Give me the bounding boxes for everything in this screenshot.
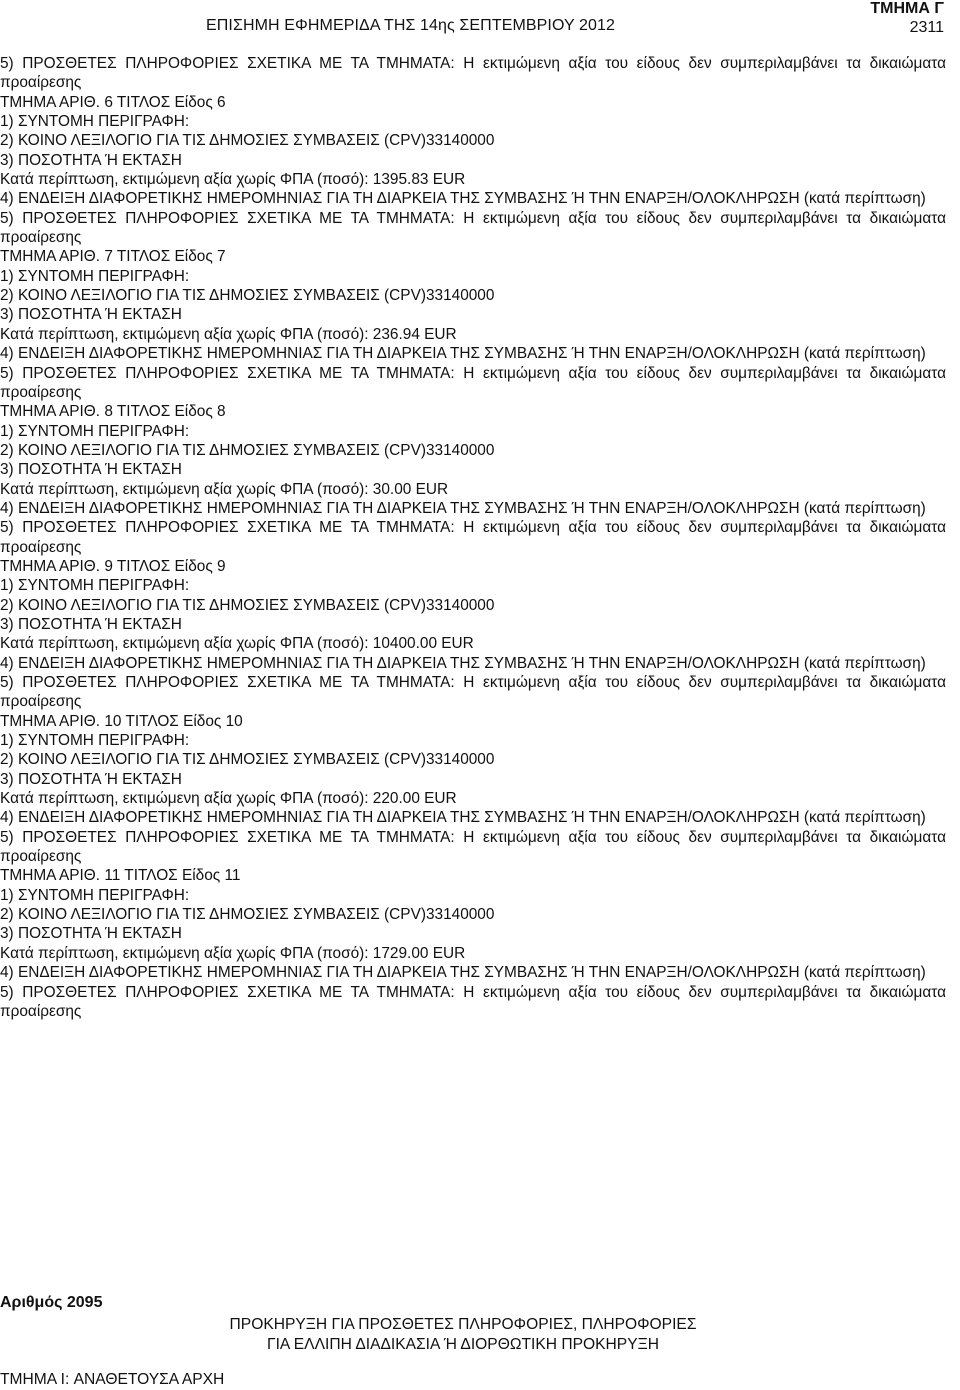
duration-paragraph: 4) ΕΝΔΕΙΞΗ ΔΙΑΦΟΡΕΤΙΚΗΣ ΗΜΕΡΟΜΗΝΙΑΣ ΓΙΑ ΤΗ ΔΙΑΡΚΕΙΑ ΤΗΣ ΣΥΜΒΑΣΗΣ Ή ΤΗΝ ΕΝΑΡΞΗ/ΟΛΟΚΛΗΡΩΣΗ (κατά περίπτωση) [0, 654, 926, 672]
notice-title-line-2: ΓΙΑ ΕΛΛΙΠΗ ΔΙΑΔΙΚΑΣΙΑ Ή ΔΙΟΡΘΩΤΙΚΗ ΠΡΟΚΗΡΥΞΗ [266, 1336, 659, 1353]
additional-info-paragraph: 5) ΠΡΟΣΘΕΤΕΣ ΠΛΗΡΟΦΟΡΙΕΣ ΣΧΕΤΙΚΑ ΜΕ ΤΑ ΤΜΗΜΑΤΑ: Η εκτιμώμενη αξία του είδους δεν συμπεριλαμβάνει τα δικαιώματα προαίρεσης [0, 828, 946, 866]
short-description-label: 1) ΣΥΝΤΟΜΗ ΠΕΡΙΓΡΑΦΗ: [0, 886, 190, 904]
estimated-value-line: Κατά περίπτωση, εκτιμώμενη αξία χωρίς ΦΠΑ (ποσό): 1395.83 EUR [0, 171, 466, 189]
section-label: ΤΜΗΜΑ Γ [870, 0, 944, 17]
gazette-title: ΕΠΙΣΗΜΗ ΕΦΗΜΕΡΙΔΑ ΤΗΣ 14ης ΣΕΠΤΕΜΒΡΙΟΥ 2012 [206, 17, 616, 34]
lot-heading: ΤΜΗΜΑ ΑΡΙΘ. 8 ΤΙΤΛΟΣ Είδος 8 [0, 403, 226, 421]
duration-paragraph: 4) ΕΝΔΕΙΞΗ ΔΙΑΦΟΡΕΤΙΚΗΣ ΗΜΕΡΟΜΗΝΙΑΣ ΓΙΑ ΤΗ ΔΙΑΡΚΕΙΑ ΤΗΣ ΣΥΜΒΑΣΗΣ Ή ΤΗΝ ΕΝΑΡΞΗ/ΟΛΟΚΛΗΡΩΣΗ (κατά περίπτωση) [0, 345, 926, 363]
additional-info-paragraph: 5) ΠΡΟΣΘΕΤΕΣ ΠΛΗΡΟΦΟΡΙΕΣ ΣΧΕΤΙΚΑ ΜΕ ΤΑ ΤΜΗΜΑΤΑ: Η εκτιμώμενη αξία του είδους δεν συμπεριλαμβάνει τα δικαιώματα προαίρεσης [0, 983, 946, 1020]
document-body [0, 54, 946, 1021]
estimated-value-line: Κατά περίπτωση, εκτιμώμενη αξία χωρίς ΦΠΑ (ποσό): 1729.00 EUR [0, 944, 466, 962]
short-description-label: 1) ΣΥΝΤΟΜΗ ΠΕΡΙΓΡΑΦΗ: [0, 577, 190, 595]
quantity-label: 3) ΠΟΣΟΤΗΤΑ Ή ΕΚΤΑΣΗ [0, 770, 182, 788]
quantity-label: 3) ΠΟΣΟΤΗΤΑ Ή ΕΚΤΑΣΗ [0, 151, 182, 169]
additional-info-paragraph: 5) ΠΡΟΣΘΕΤΕΣ ΠΛΗΡΟΦΟΡΙΕΣ ΣΧΕΤΙΚΑ ΜΕ ΤΑ ΤΜΗΜΑΤΑ: Η εκτιμώμενη αξία του είδους δεν συμπεριλαμβάνει τα δικαιώματα προαίρεσης [0, 209, 946, 247]
quantity-label: 3) ΠΟΣΟΤΗΤΑ Ή ΕΚΤΑΣΗ [0, 925, 182, 943]
lot-heading: ΤΜΗΜΑ ΑΡΙΘ. 9 ΤΙΤΛΟΣ Είδος 9 [0, 557, 226, 575]
duration-paragraph: 4) ΕΝΔΕΙΞΗ ΔΙΑΦΟΡΕΤΙΚΗΣ ΗΜΕΡΟΜΗΝΙΑΣ ΓΙΑ ΤΗ ΔΙΑΡΚΕΙΑ ΤΗΣ ΣΥΜΒΑΣΗΣ Ή ΤΗΝ ΕΝΑΡΞΗ/ΟΛΟΚΛΗΡΩΣΗ (κατά περίπτωση) [0, 499, 926, 517]
cpv-code-line: 2) ΚΟΙΝΟ ΛΕΞΙΛΟΓΙΟ ΓΙΑ ΤΙΣ ΔΗΜΟΣΙΕΣ ΣΥΜΒΑΣΕΙΣ (CPV)33140000 [0, 751, 495, 769]
short-description-label: 1) ΣΥΝΤΟΜΗ ΠΕΡΙΓΡΑΦΗ: [0, 422, 190, 440]
duration-paragraph: 4) ΕΝΔΕΙΞΗ ΔΙΑΦΟΡΕΤΙΚΗΣ ΗΜΕΡΟΜΗΝΙΑΣ ΓΙΑ ΤΗ ΔΙΑΡΚΕΙΑ ΤΗΣ ΣΥΜΒΑΣΗΣ Ή ΤΗΝ ΕΝΑΡΞΗ/ΟΛΟΚΛΗΡΩΣΗ (κατά περίπτωση) [0, 964, 926, 982]
page-number: 2311 [909, 19, 944, 36]
short-description-label: 1) ΣΥΝΤΟΜΗ ΠΕΡΙΓΡΑΦΗ: [0, 267, 190, 285]
cpv-code-line: 2) ΚΟΙΝΟ ΛΕΞΙΛΟΓΙΟ ΓΙΑ ΤΙΣ ΔΗΜΟΣΙΕΣ ΣΥΜΒΑΣΕΙΣ (CPV)33140000 [0, 596, 495, 614]
section-heading: ΤΜΗΜΑ I: ΑΝΑΘΕΤΟΥΣΑ ΑΡΧΗ [0, 1371, 225, 1388]
short-description-label: 1) ΣΥΝΤΟΜΗ ΠΕΡΙΓΡΑΦΗ: [0, 732, 190, 750]
estimated-value-line: Κατά περίπτωση, εκτιμώμενη αξία χωρίς ΦΠΑ (ποσό): 220.00 EUR [0, 790, 457, 808]
cpv-code-line: 2) ΚΟΙΝΟ ΛΕΞΙΛΟΓΙΟ ΓΙΑ ΤΙΣ ΔΗΜΟΣΙΕΣ ΣΥΜΒΑΣΕΙΣ (CPV)33140000 [0, 906, 495, 924]
cpv-code-line: 2) ΚΟΙΝΟ ΛΕΞΙΛΟΓΙΟ ΓΙΑ ΤΙΣ ΔΗΜΟΣΙΕΣ ΣΥΜΒΑΣΕΙΣ (CPV)33140000 [0, 441, 495, 459]
estimated-value-line: Κατά περίπτωση, εκτιμώμενη αξία χωρίς ΦΠΑ (ποσό): 30.00 EUR [0, 480, 449, 498]
estimated-value-line: Κατά περίπτωση, εκτιμώμενη αξία χωρίς ΦΠΑ (ποσό): 236.94 EUR [0, 325, 457, 343]
notice-footer [0, 1290, 960, 1390]
lot-heading: ΤΜΗΜΑ ΑΡΙΘ. 7 ΤΙΤΛΟΣ Είδος 7 [0, 248, 226, 266]
estimated-value-line: Κατά περίπτωση, εκτιμώμενη αξία χωρίς ΦΠΑ (ποσό): 10400.00 EUR [0, 635, 474, 653]
notice-number: Αριθμός 2095 [0, 1294, 103, 1311]
notice-title-line-1: ΠΡΟΚΗΡΥΞΗ ΓΙΑ ΠΡΟΣΘΕΤΕΣ ΠΛΗΡΟΦΟΡΙΕΣ, ΠΛΗΡΟΦΟΡΙΕΣ [229, 1316, 697, 1333]
lot-heading: ΤΜΗΜΑ ΑΡΙΘ. 10 ΤΙΤΛΟΣ Είδος 10 [0, 712, 243, 730]
duration-paragraph: 4) ΕΝΔΕΙΞΗ ΔΙΑΦΟΡΕΤΙΚΗΣ ΗΜΕΡΟΜΗΝΙΑΣ ΓΙΑ ΤΗ ΔΙΑΡΚΕΙΑ ΤΗΣ ΣΥΜΒΑΣΗΣ Ή ΤΗΝ ΕΝΑΡΞΗ/ΟΛΟΚΛΗΡΩΣΗ (κατά περίπτωση) [0, 190, 926, 208]
quantity-label: 3) ΠΟΣΟΤΗΤΑ Ή ΕΚΤΑΣΗ [0, 461, 182, 479]
lot-heading: ΤΜΗΜΑ ΑΡΙΘ. 11 ΤΙΤΛΟΣ Είδος 11 [0, 867, 241, 885]
quantity-label: 3) ΠΟΣΟΤΗΤΑ Ή ΕΚΤΑΣΗ [0, 615, 182, 633]
short-description-label: 1) ΣΥΝΤΟΜΗ ΠΕΡΙΓΡΑΦΗ: [0, 113, 190, 131]
page-header [0, 0, 960, 44]
duration-paragraph: 4) ΕΝΔΕΙΞΗ ΔΙΑΦΟΡΕΤΙΚΗΣ ΗΜΕΡΟΜΗΝΙΑΣ ΓΙΑ ΤΗ ΔΙΑΡΚΕΙΑ ΤΗΣ ΣΥΜΒΑΣΗΣ Ή ΤΗΝ ΕΝΑΡΞΗ/ΟΛΟΚΛΗΡΩΣΗ (κατά περίπτωση) [0, 809, 926, 827]
additional-info-paragraph: 5) ΠΡΟΣΘΕΤΕΣ ΠΛΗΡΟΦΟΡΙΕΣ ΣΧΕΤΙΚΑ ΜΕ ΤΑ ΤΜΗΜΑΤΑ: Η εκτιμώμενη αξία του είδους δεν συμπεριλαμβάνει τα δικαιώματα προαίρεσης [0, 674, 946, 711]
additional-info-paragraph: 5) ΠΡΟΣΘΕΤΕΣ ΠΛΗΡΟΦΟΡΙΕΣ ΣΧΕΤΙΚΑ ΜΕ ΤΑ ΤΜΗΜΑΤΑ: Η εκτιμώμενη αξία του είδους δεν συμπεριλαμβάνει τα δικαιώματα προαίρεσης [0, 55, 946, 92]
quantity-label: 3) ΠΟΣΟΤΗΤΑ Ή ΕΚΤΑΣΗ [0, 306, 182, 324]
cpv-code-line: 2) ΚΟΙΝΟ ΛΕΞΙΛΟΓΙΟ ΓΙΑ ΤΙΣ ΔΗΜΟΣΙΕΣ ΣΥΜΒΑΣΕΙΣ (CPV)33140000 [0, 132, 495, 150]
notice-title [0, 1315, 926, 1355]
additional-info-paragraph: 5) ΠΡΟΣΘΕΤΕΣ ΠΛΗΡΟΦΟΡΙΕΣ ΣΧΕΤΙΚΑ ΜΕ ΤΑ ΤΜΗΜΑΤΑ: Η εκτιμώμενη αξία του είδους δεν συμπεριλαμβάνει τα δικαιώματα προαίρεσης [0, 519, 946, 556]
cpv-code-line: 2) ΚΟΙΝΟ ΛΕΞΙΛΟΓΙΟ ΓΙΑ ΤΙΣ ΔΗΜΟΣΙΕΣ ΣΥΜΒΑΣΕΙΣ (CPV)33140000 [0, 287, 495, 305]
additional-info-paragraph: 5) ΠΡΟΣΘΕΤΕΣ ΠΛΗΡΟΦΟΡΙΕΣ ΣΧΕΤΙΚΑ ΜΕ ΤΑ ΤΜΗΜΑΤΑ: Η εκτιμώμενη αξία του είδους δεν συμπεριλαμβάνει τα δικαιώματα προαίρεσης [0, 364, 946, 401]
lot-heading: ΤΜΗΜΑ ΑΡΙΘ. 6 ΤΙΤΛΟΣ Είδος 6 [0, 93, 226, 111]
